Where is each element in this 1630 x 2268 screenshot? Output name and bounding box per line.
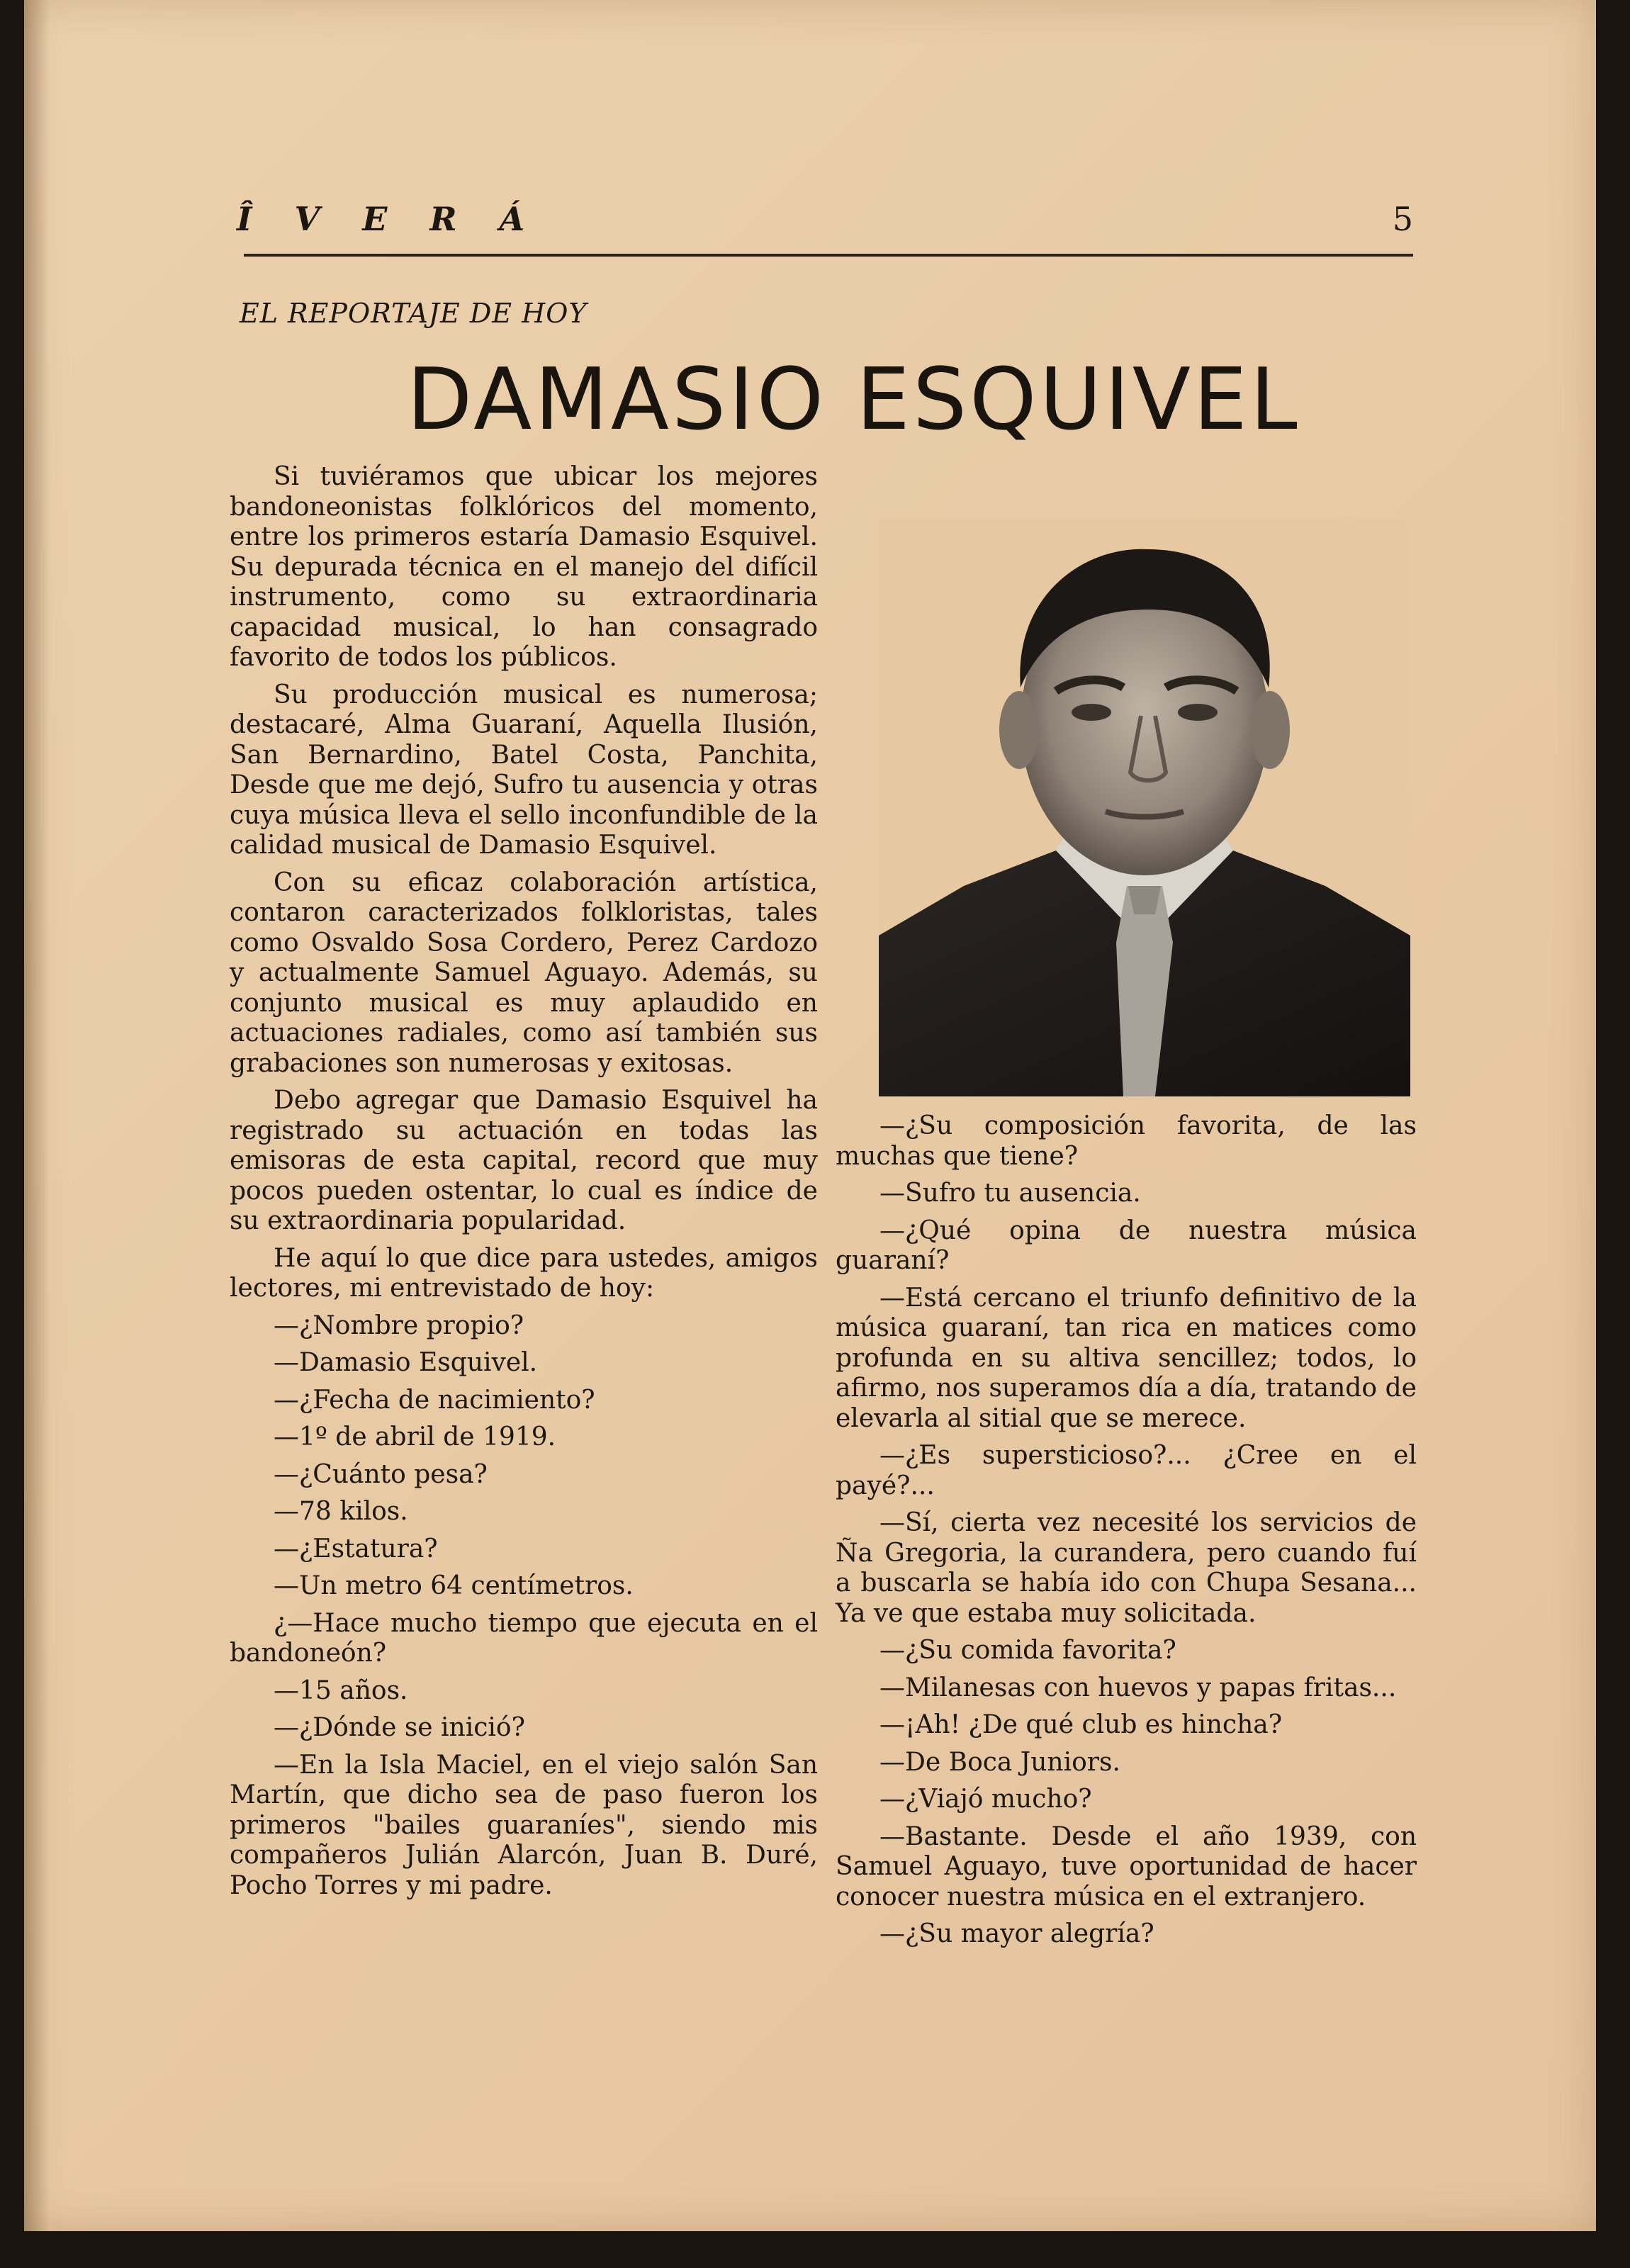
interview-line: —¿Su mayor alegría? (879, 1919, 1154, 1948)
interview-line: —15 años. (274, 1675, 408, 1705)
page-header (237, 200, 1413, 257)
interview-line: —Milanesas con huevos y papas fritas... (879, 1673, 1397, 1702)
interview-line: —De Boca Juniors. (879, 1747, 1120, 1777)
interview-line: —¿Cuánto pesa? (274, 1459, 488, 1489)
interview-line: —¿Nombre propio? (274, 1310, 524, 1340)
interview-line: —En la Isla Maciel, en el viejo salón San Martín, que dicho sea de paso fueron los primeros "bailes guaraníes", siendo mis compañeros Julián Alarcón, Juan B. Duré, Pocho Torres y mi padre. (230, 1750, 818, 1900)
interview-line: ¿—Hace mucho tiempo que ejecuta en el bandoneón? (230, 1608, 818, 1668)
paragraph: Con su eficaz colaboración artística, contaron caracterizados folkloristas, tales como Osvaldo Sosa Cordero, Perez Cardozo y actualmente Samuel Aguayo. Además, su conjunto musical es muy aplaudido en actuaciones radiales, como así también sus grabaciones son numerosas y exitosas. (230, 868, 818, 1078)
right-column (836, 1111, 1417, 1957)
masthead: Î V E R Á (237, 200, 541, 238)
paragraph: Su producción musical es numerosa; destacaré, Alma Guaraní, Aquella Ilusión, San Bernardino, Batel Costa, Panchita, Desde que me dejó, Sufro tu ausencia y otras cuya música lleva el sello inconfundible de la calidad musical de Damasio Esquivel. (230, 680, 818, 860)
interview-line: —¿Estatura? (274, 1534, 438, 1564)
interview-line: —¿Viajó mucho? (879, 1785, 1092, 1814)
article-title: DAMASIO ESQUIVEL (407, 351, 1300, 449)
section-label: EL REPORTAJE DE HOY (240, 298, 588, 329)
magazine-page (24, 0, 1596, 2231)
interview-line: —Bastante. Desde el año 1939, con Samuel Aguayo, tuve oportunidad de hacer conocer nuestra música en el extranjero. (836, 1821, 1417, 1911)
page-binding-shadow (24, 0, 50, 2231)
paragraph: Debo agregar que Damasio Esquivel ha registrado su actuación en todas las emisoras de esta capital, record que muy pocos pueden ostentar, lo cual es índice de su extraordinaria popularidad. (230, 1086, 818, 1235)
left-column (230, 462, 818, 1908)
interview-line: —Damasio Esquivel. (274, 1348, 538, 1377)
header-rule (244, 254, 1413, 257)
paragraph: Si tuviéramos que ubicar los mejores bandoneonistas folklóricos del momento, entre los primeros estaría Damasio Esquivel. Su depurada técnica en el manejo del difícil instrumento, como su extraordinaria capacidad musical, lo han consagrado favorito de todos los públicos. (230, 462, 818, 672)
paragraph: He aquí lo que dice para ustedes, amigos lectores, mi entrevistado de hoy: (230, 1243, 818, 1303)
interview-line: —Un metro 64 centímetros. (274, 1571, 634, 1600)
interview-line: —Está cercano el triunfo definitivo de la música guaraní, tan rica en matices como profunda en su altiva sencillez; todos, lo afirmo, nos superamos día a día, tratando de elevarla al sitial que se merece. (836, 1283, 1417, 1433)
page-number: 5 (1392, 200, 1413, 238)
interview-line: —¿Su comida favorita? (879, 1636, 1176, 1665)
interview-line: —1º de abril de 1919. (274, 1422, 556, 1452)
interview-line: —¿Es supersticioso?... ¿Cree en el payé?... (836, 1441, 1417, 1500)
interview-line: —¿Fecha de nacimiento? (274, 1385, 595, 1415)
interview-line: —Sufro tu ausencia. (879, 1179, 1141, 1208)
interview-line: —¡Ah! ¿De qué club es hincha? (879, 1710, 1283, 1739)
portrait-photo (879, 517, 1410, 1096)
interview-line: —Sí, cierta vez necesité los servicios de Ña Gregoria, la curandera, pero cuando fuí a buscarla se había ido con Chupa Sesana... Ya ve que estaba muy solicitada. (836, 1508, 1417, 1628)
interview-line: —¿Su composición favorita, de las muchas que tiene? (836, 1111, 1417, 1171)
interview-line: —78 kilos. (274, 1497, 408, 1526)
interview-line: —¿Dónde se inició? (274, 1713, 525, 1742)
portrait-illustration (879, 517, 1410, 1096)
interview-line: —¿Qué opina de nuestra música guaraní? (836, 1216, 1417, 1275)
